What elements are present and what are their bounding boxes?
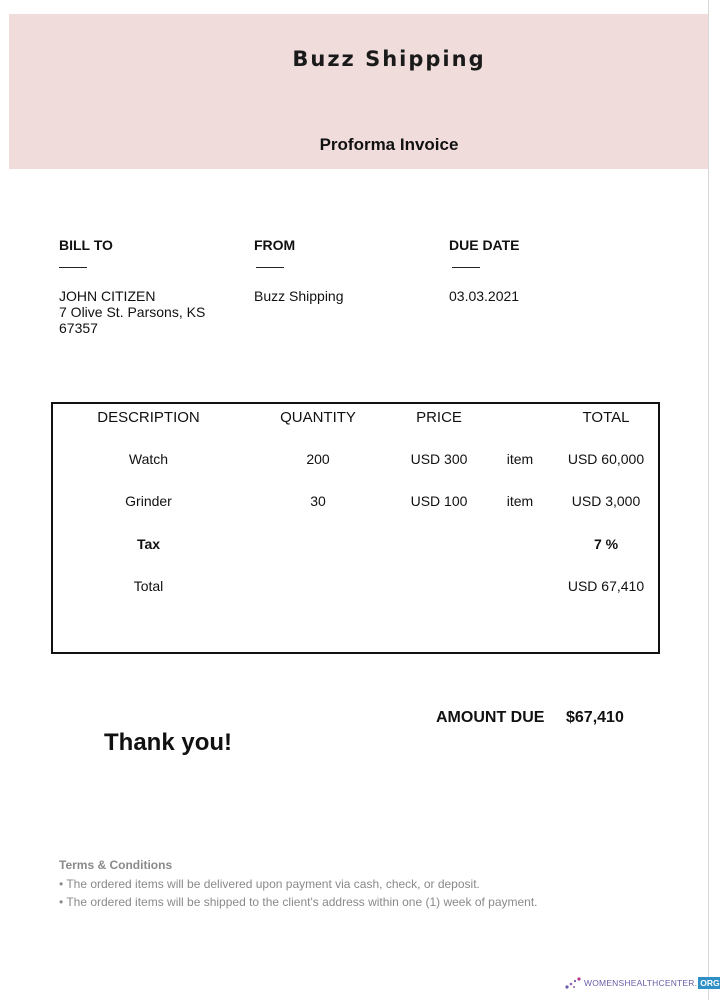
due-date-value: 03.03.2021 [449,288,520,304]
bill-to-label: BILL TO [59,237,113,253]
from-divider [256,267,284,268]
row-1-quantity: 200 [306,451,330,467]
row-2-total: USD 3,000 [571,493,641,509]
bill-to-address-line2: 67357 [59,320,98,336]
watermark-badge: ORG [700,978,720,988]
row-1-unit: item [506,451,534,467]
company-name: Buzz Shipping [292,47,486,71]
thank-you-message: Thank you! [104,729,233,756]
total-value: USD 67,410 [567,578,645,594]
total-label: Total [133,578,164,594]
row-1-description: Watch [128,451,169,467]
terms-line-2: • The ordered items will be shipped to the client's address within one (1) week of payment. [59,895,538,909]
row-2-quantity: 30 [310,493,326,509]
column-header-quantity: QUANTITY [280,409,356,426]
due-date-label: DUE DATE [449,237,520,253]
row-2-price: USD 100 [410,493,468,509]
watermark-text: WOMENSHEALTHCENTER. [584,978,698,988]
from-label: FROM [254,237,296,253]
due-date-divider [452,267,480,268]
tax-label: Tax [136,536,161,552]
bill-to-address-line1: 7 Olive St. Parsons, KS [59,304,206,320]
bill-to-address [59,288,205,336]
column-header-price: PRICE [416,409,462,426]
tax-value: 7 % [593,536,619,552]
watermark [564,975,720,991]
bill-to-name: JOHN CITIZEN [59,288,156,304]
terms-title: Terms & Conditions [59,858,173,872]
terms-line-1: • The ordered items will be delivered upon payment via cash, check, or deposit. [59,877,480,891]
amount-due-label: AMOUNT DUE [436,709,545,726]
from-value: Buzz Shipping [254,288,344,304]
document-title: Proforma Invoice [319,135,459,154]
row-2-unit: item [506,493,534,509]
row-1-price: USD 300 [410,451,468,467]
watermark-logo-icon [564,976,582,990]
bill-to-divider [59,267,87,268]
row-2-description: Grinder [125,493,172,509]
column-header-total: TOTAL [582,409,630,426]
row-1-total: USD 60,000 [567,451,645,467]
items-table [51,402,660,654]
column-header-description: DESCRIPTION [97,409,200,426]
amount-due-value: $67,410 [566,709,624,726]
